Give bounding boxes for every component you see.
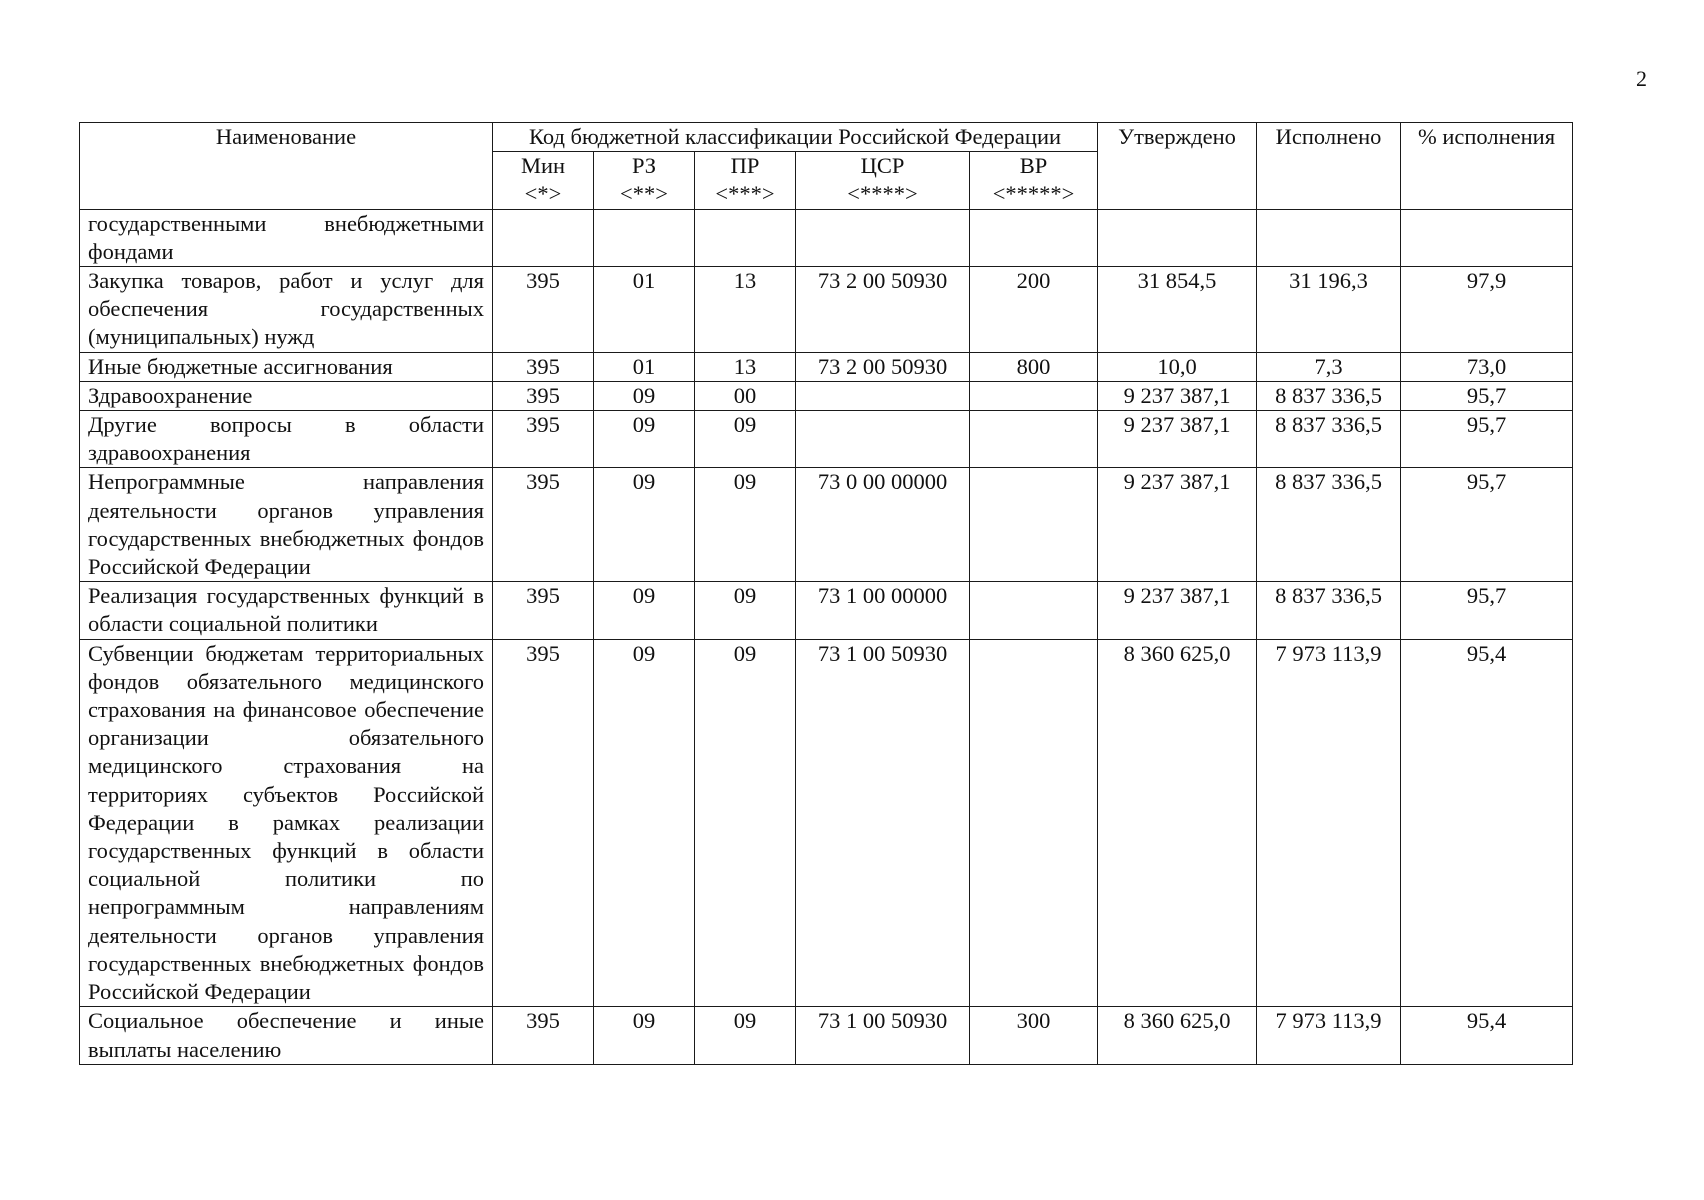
row-vr — [970, 639, 1098, 1007]
header-row-top — [80, 123, 1573, 152]
table-row — [80, 411, 1573, 468]
header-vr — [970, 152, 1098, 209]
header-code-group: Код бюджетной классификации Российской Федерации — [493, 123, 1098, 152]
header-rz-label: РЗ — [631, 153, 657, 179]
row-approved: 9 237 387,1 — [1098, 411, 1257, 468]
row-pr: 00 — [695, 381, 796, 410]
row-executed: 8 837 336,5 — [1257, 582, 1401, 639]
row-executed: 8 837 336,5 — [1257, 411, 1401, 468]
row-pr: 09 — [695, 468, 796, 582]
row-approved: 8 360 625,0 — [1098, 639, 1257, 1007]
row-name: Социальное обеспечение и иные выплаты населению — [80, 1007, 493, 1064]
table-row — [80, 468, 1573, 582]
table-row — [80, 352, 1573, 381]
header-csr-note: <****> — [847, 181, 918, 207]
header-pr-label: ПР — [730, 153, 760, 179]
table-row — [80, 1007, 1573, 1064]
row-rz: 09 — [594, 411, 695, 468]
row-min: 395 — [493, 381, 594, 410]
row-executed — [1257, 209, 1401, 266]
row-pr: 09 — [695, 582, 796, 639]
row-rz: 09 — [594, 639, 695, 1007]
row-name: Иные бюджетные ассигнования — [80, 352, 493, 381]
row-name: Субвенции бюджетам территориальных фондов обязательного медицинского страхования на финансовое обеспечение организации обязательного медицинского страхования на территориях субъектов Российской Федерации в рамках реализации государственных функций в области социальной политики по непрограммным направлениям деятельности органов управления государственных внебюджетных фондов Российской Федерации — [80, 639, 493, 1007]
row-vr — [970, 381, 1098, 410]
row-vr: 800 — [970, 352, 1098, 381]
row-percent: 95,4 — [1401, 639, 1573, 1007]
budget-execution-table — [79, 122, 1573, 1065]
row-min: 395 — [493, 468, 594, 582]
row-min: 395 — [493, 639, 594, 1007]
row-vr — [970, 468, 1098, 582]
row-approved: 9 237 387,1 — [1098, 582, 1257, 639]
row-name: государственными внебюджетными фондами — [80, 209, 493, 266]
row-pr: 09 — [695, 411, 796, 468]
row-executed: 8 837 336,5 — [1257, 381, 1401, 410]
row-rz — [594, 209, 695, 266]
row-min: 395 — [493, 582, 594, 639]
row-pr: 13 — [695, 267, 796, 353]
header-csr — [796, 152, 970, 209]
row-percent: 97,9 — [1401, 267, 1573, 353]
row-pr — [695, 209, 796, 266]
row-min — [493, 209, 594, 266]
table-row — [80, 381, 1573, 410]
header-approved: Утверждено — [1098, 123, 1257, 210]
row-csr: 73 2 00 50930 — [796, 352, 970, 381]
header-rz-note: <**> — [620, 181, 668, 207]
row-csr: 73 1 00 00000 — [796, 582, 970, 639]
row-percent: 95,7 — [1401, 468, 1573, 582]
header-min — [493, 152, 594, 209]
row-csr: 73 1 00 50930 — [796, 1007, 970, 1064]
row-percent: 95,7 — [1401, 381, 1573, 410]
row-csr — [796, 381, 970, 410]
row-rz: 09 — [594, 468, 695, 582]
row-vr — [970, 209, 1098, 266]
row-percent: 73,0 — [1401, 352, 1573, 381]
table-row — [80, 639, 1573, 1007]
row-vr — [970, 582, 1098, 639]
header-pr-note: <***> — [715, 181, 775, 207]
row-executed: 31 196,3 — [1257, 267, 1401, 353]
row-percent: 95,7 — [1401, 411, 1573, 468]
row-min: 395 — [493, 267, 594, 353]
row-approved: 8 360 625,0 — [1098, 1007, 1257, 1064]
row-executed: 8 837 336,5 — [1257, 468, 1401, 582]
row-executed: 7 973 113,9 — [1257, 639, 1401, 1007]
row-approved: 10,0 — [1098, 352, 1257, 381]
row-rz: 01 — [594, 267, 695, 353]
row-vr — [970, 411, 1098, 468]
row-executed: 7,3 — [1257, 352, 1401, 381]
row-percent: 95,4 — [1401, 1007, 1573, 1064]
row-rz: 09 — [594, 582, 695, 639]
row-name: Закупка товаров, работ и услуг для обеспечения государственных (муниципальных) нужд — [80, 267, 493, 353]
row-name: Реализация государственных функций в области социальной политики — [80, 582, 493, 639]
row-pr: 09 — [695, 1007, 796, 1064]
header-csr-label: ЦСР — [860, 153, 905, 179]
row-csr: 73 2 00 50930 — [796, 267, 970, 353]
header-executed: Исполнено — [1257, 123, 1401, 210]
row-rz: 09 — [594, 381, 695, 410]
row-min: 395 — [493, 411, 594, 468]
row-pr: 13 — [695, 352, 796, 381]
row-vr: 200 — [970, 267, 1098, 353]
row-name: Другие вопросы в области здравоохранения — [80, 411, 493, 468]
row-csr — [796, 209, 970, 266]
row-vr: 300 — [970, 1007, 1098, 1064]
row-percent — [1401, 209, 1573, 266]
row-csr: 73 1 00 50930 — [796, 639, 970, 1007]
header-vr-note: <*****> — [992, 181, 1075, 207]
row-approved: 9 237 387,1 — [1098, 468, 1257, 582]
row-pr: 09 — [695, 639, 796, 1007]
row-min: 395 — [493, 352, 594, 381]
row-approved: 31 854,5 — [1098, 267, 1257, 353]
table-row — [80, 582, 1573, 639]
row-percent: 95,7 — [1401, 582, 1573, 639]
header-name: Наименование — [80, 123, 493, 210]
table-row — [80, 267, 1573, 353]
row-rz: 09 — [594, 1007, 695, 1064]
header-pr — [695, 152, 796, 209]
row-csr: 73 0 00 00000 — [796, 468, 970, 582]
header-min-note: <*> — [524, 181, 562, 207]
page-number: 2 — [1636, 66, 1647, 91]
header-vr-label: ВР — [1019, 153, 1048, 179]
row-name: Непрограммные направления деятельности органов управления государственных внебюджетных фондов Российской Федерации — [80, 468, 493, 582]
row-approved: 9 237 387,1 — [1098, 381, 1257, 410]
header-rz — [594, 152, 695, 209]
table-row — [80, 209, 1573, 266]
row-name: Здравоохранение — [80, 381, 493, 410]
header-min-label: Мин — [520, 153, 566, 179]
header-percent: % исполнения — [1401, 123, 1573, 210]
row-min: 395 — [493, 1007, 594, 1064]
row-executed: 7 973 113,9 — [1257, 1007, 1401, 1064]
row-approved — [1098, 209, 1257, 266]
row-rz: 01 — [594, 352, 695, 381]
row-csr — [796, 411, 970, 468]
